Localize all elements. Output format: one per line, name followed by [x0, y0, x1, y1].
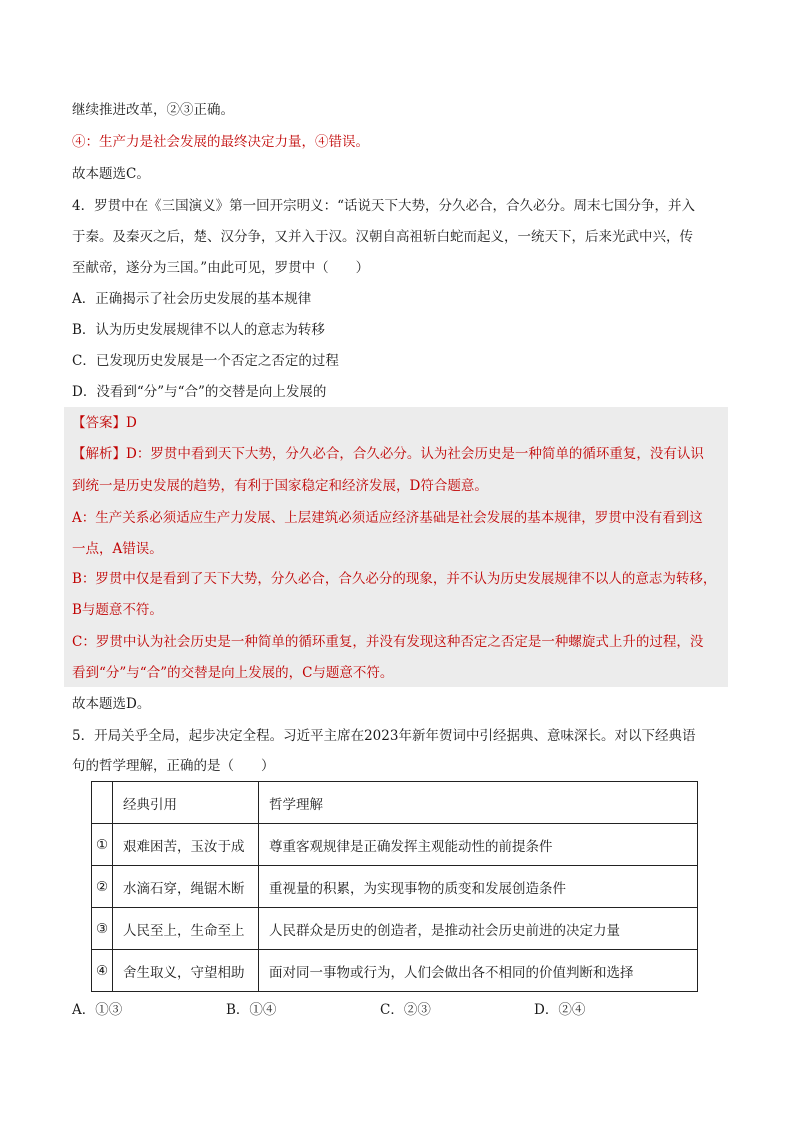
row-index: ④ [92, 950, 113, 992]
q4-stem-line: 4．罗贯中在《三国演义》第一回开宗明义：“话说天下大势，分久必合，合久必分。周末七国分争，并入 [72, 198, 695, 214]
row-meaning: 面对同一事物或行为，人们会做出各不相同的价值判断和选择 [259, 950, 698, 992]
q5-option-a: A．①③ [72, 1002, 123, 1018]
row-index: ① [92, 824, 113, 866]
row-meaning: 尊重客观规律是正确发挥主观能动性的前提条件 [259, 824, 698, 866]
analysis-tag: 【解析】 [72, 446, 126, 462]
q4-analysis-line: 一点，A错误。 [72, 541, 163, 557]
prev-analysis-line: 继续推进改革，②③正确。 [72, 102, 234, 118]
table-header-cell [92, 782, 113, 824]
prev-analysis-line: ④：生产力是社会发展的最终决定力量，④错误。 [72, 134, 369, 150]
q4-option-b: B．认为历史发展规律不以人的意志为转移 [72, 322, 325, 338]
table-row [92, 824, 698, 866]
q4-analysis-line [72, 444, 704, 464]
prev-conclusion: 故本题选C。 [72, 166, 150, 182]
q4-analysis-line: 看到“分”与“合”的交替是向上发展的，C与题意不符。 [72, 665, 394, 681]
q5-stem-line: 5．开局关乎全局，起步决定全程。习近平主席在2023年新年贺词中引经据典、意味深长。对以下经典语 [72, 728, 696, 744]
row-index: ③ [92, 908, 113, 950]
answer-tag: 【答案】 [72, 415, 126, 431]
table-row [92, 866, 698, 908]
q4-option-a: A．正确揭示了社会历史发展的基本规律 [72, 291, 312, 307]
table-row [92, 908, 698, 950]
answer-value: D [126, 415, 137, 431]
q5-option-c: C．②③ [380, 1002, 431, 1018]
q4-analysis-line: B：罗贯中仅是看到了天下大势，分久必合，合久必分的现象，并不认为历史发展规律不以人的意志为转移， [72, 571, 717, 587]
row-index: ② [92, 866, 113, 908]
q5-option-b: B．①④ [226, 1002, 277, 1018]
q4-option-c: C．已发现历史发展是一个否定之否定的过程 [72, 353, 339, 369]
q4-stem-line: 于秦。及秦灭之后，楚、汉分争，又并入于汉。汉朝自高祖斩白蛇而起义，一统天下，后来光武中兴，传 [72, 229, 693, 245]
q4-analysis-line: B与题意不符。 [72, 602, 163, 618]
row-quote: 艰难困苦，玉汝于成 [113, 824, 259, 866]
q4-stem-line: 至献帝，遂分为三国。”由此可见，罗贯中（ ） [72, 260, 370, 276]
q5-option-d: D．②④ [534, 1002, 586, 1018]
analysis-text: D：罗贯中看到天下大势，分久必合，合久必分。认为社会历史是一种简单的循环重复，没有认识 [126, 446, 704, 462]
q4-analysis-line: 到统一是历史发展的趋势，有利于国家稳定和经济发展，D符合题意。 [72, 478, 488, 494]
q4-option-d: D．没看到“分”与“合”的交替是向上发展的 [72, 384, 327, 400]
q4-analysis-line: C：罗贯中认为社会历史是一种简单的循环重复，并没有发现这种否定之否定是一种螺旋式上升的过程，没 [72, 634, 704, 650]
row-quote: 水滴石穿，绳锯木断 [113, 866, 259, 908]
row-meaning: 人民群众是历史的创造者，是推动社会历史前进的决定力量 [259, 908, 698, 950]
q4-answer [72, 413, 137, 433]
q5-stem-line: 句的哲学理解，正确的是（ ） [72, 758, 275, 774]
table-row [92, 950, 698, 992]
row-meaning: 重视量的积累，为实现事物的质变和发展创造条件 [259, 866, 698, 908]
row-quote: 人民至上，生命至上 [113, 908, 259, 950]
table-header-row [92, 782, 698, 824]
table-header-cell: 哲学理解 [259, 782, 698, 824]
row-quote: 舍生取义，守望相助 [113, 950, 259, 992]
q4-analysis-line: A：生产关系必须适应生产力发展、上层建筑必须适应经济基础是社会发展的基本规律，罗贯中没有看到这 [72, 510, 703, 526]
q4-conclusion: 故本题选D。 [72, 696, 151, 712]
table-header-cell: 经典引用 [113, 782, 259, 824]
quotes-table [91, 781, 698, 992]
